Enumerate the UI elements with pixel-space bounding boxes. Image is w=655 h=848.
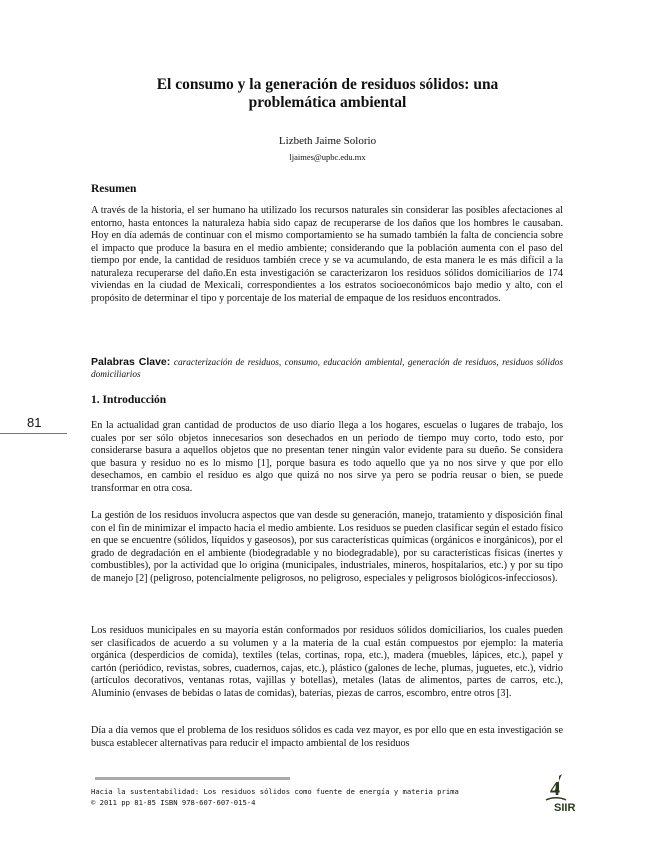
page-number: 81 [27, 415, 42, 430]
logo-numeral: 4 [550, 778, 560, 800]
abstract-heading: Resumen [91, 183, 137, 195]
footer-book-title: Hacia la sustentabilidad: Los residuos sólidos como fuente de energía y materia prima [91, 787, 459, 796]
footer-isbn: © 2011 pp 81-85 ISBN 978-607-607-015-4 [91, 798, 256, 807]
title-line-1: El consumo y la generación de residuos sólidos: una [156, 76, 499, 93]
intro-heading: 1. Introducción [91, 394, 167, 406]
author-email: ljaimes@upbc.edu.mx [289, 152, 366, 162]
intro-paragraph-1: En la actualidad gran cantidad de productos de uso diario llega a los hogares, escuelas o lugares de trabajo, los cuales por ser sólo objetos innecesarios son desechados en un periodo de tiempo muy corto, todo esto, por considerarse basura a aquellos objetos que no presentan tener ningún valor evidente para su dueño. Se considera que basura y residuo no es lo mismo [1], porque basura es todo aquello que ya no nos sirve y que por ello desechamos, en cambio el residuo es algo que quizá no nos sirve ya pero se podría reusar o bien, se puede transformar en otra cosa. [91, 420, 563, 494]
intro-paragraph-2: La gestión de los residuos involucra aspectos que van desde su generación, manejo, tratamiento y disposición final con el fin de minimizar el impacto hacia el medio ambiente. Los residuos se pueden clasificar según el estado físico en que se encuentre (sólidos, líquidos y gaseosos), por sus características químicas (orgánicos e inorgánicos), por el grado de degradación en el ambiente (biodegradable y no biodegradable), por su características físicas (inertes y combustibles), por la actividad que lo origina (municipales, industriales, mineros, hospitalarios, etc.) y por su tipo de manejo [2] (peligroso, potencialmente peligrosos, no peligroso, especiales y peligrosos biológicos-infecciosos). [91, 510, 563, 584]
intro-paragraph-4: Día a día vemos que el problema de los residuos sólidos es cada vez mayor, es por ello que en esta investigación se busca establecer alternativas para reducir el impacto ambiental de los residuos [91, 725, 563, 749]
author-name: Lizbeth Jaime Solorio [278, 135, 377, 147]
keywords-label: Palabras Clave: [91, 356, 171, 368]
page-number-rule [0, 433, 67, 434]
title-line-2: problemática ambiental [248, 94, 407, 111]
paper-title [90, 76, 565, 112]
abstract-text: A través de la historia, el ser humano ha utilizado los recursos naturales sin considerar las posibles afectaciones al entorno, hasta entonces la naturaleza había sido capaz de recuperarse de los daños que los hombres le causaban. Hoy en día además de continuar con el mismo comportamiento se ha sumado también la falta de conciencia sobre el impacto que produce la basura en el medio ambiente; considerando que la población aumenta con el paso del tiempo por ende, la cantidad de residuos también crece y se va acumulando, de esta manera le es más difícil a la naturaleza recuperarse del daño.En esta investigación se caracterizaron los residuos sólidos domiciliarios de 174 viviendas en la ciudad de Mexicali, correspondientes a los estratos socioeconómicos bajo medio y alto, con el propósito de determinar el tipo y porcentaje de los material de empaque de los residuos encontrados. [91, 205, 563, 304]
keywords [91, 356, 563, 381]
siir-logo-icon [540, 770, 586, 816]
logo-text: SIIR [554, 802, 576, 814]
keywords-text: caracterización de residuos, consumo, educación ambiental, generación de residuos, residuos sólidos domiciliarios [91, 358, 563, 380]
intro-paragraph-3: Los residuos municipales en su mayoría están conformados por residuos sólidos domiciliarios, los cuales pueden ser clasificados de acuerdo a su volumen y a la materia de la cual están compuestos por ejemplo: la materia orgánica (desperdicios de comida), textiles (telas, cortinas, ropa, etc.), madera (muebles, lápices, etc.), papel y cartón (periódico, revistas, sobres, cuadernos, cajas, etc.), plástico (galones de leche, plumas, juguetes, etc.), vidrio (artículos decorativos, ventanas rotas, vajillas y botellas), metales (latas de alimentos, partes de carros, etc.), Aluminio (envases de bebidas o latas de comidas), baterías, piezas de carros, escombro, entre otros [3]. [91, 625, 563, 699]
footer-rule [95, 777, 290, 780]
